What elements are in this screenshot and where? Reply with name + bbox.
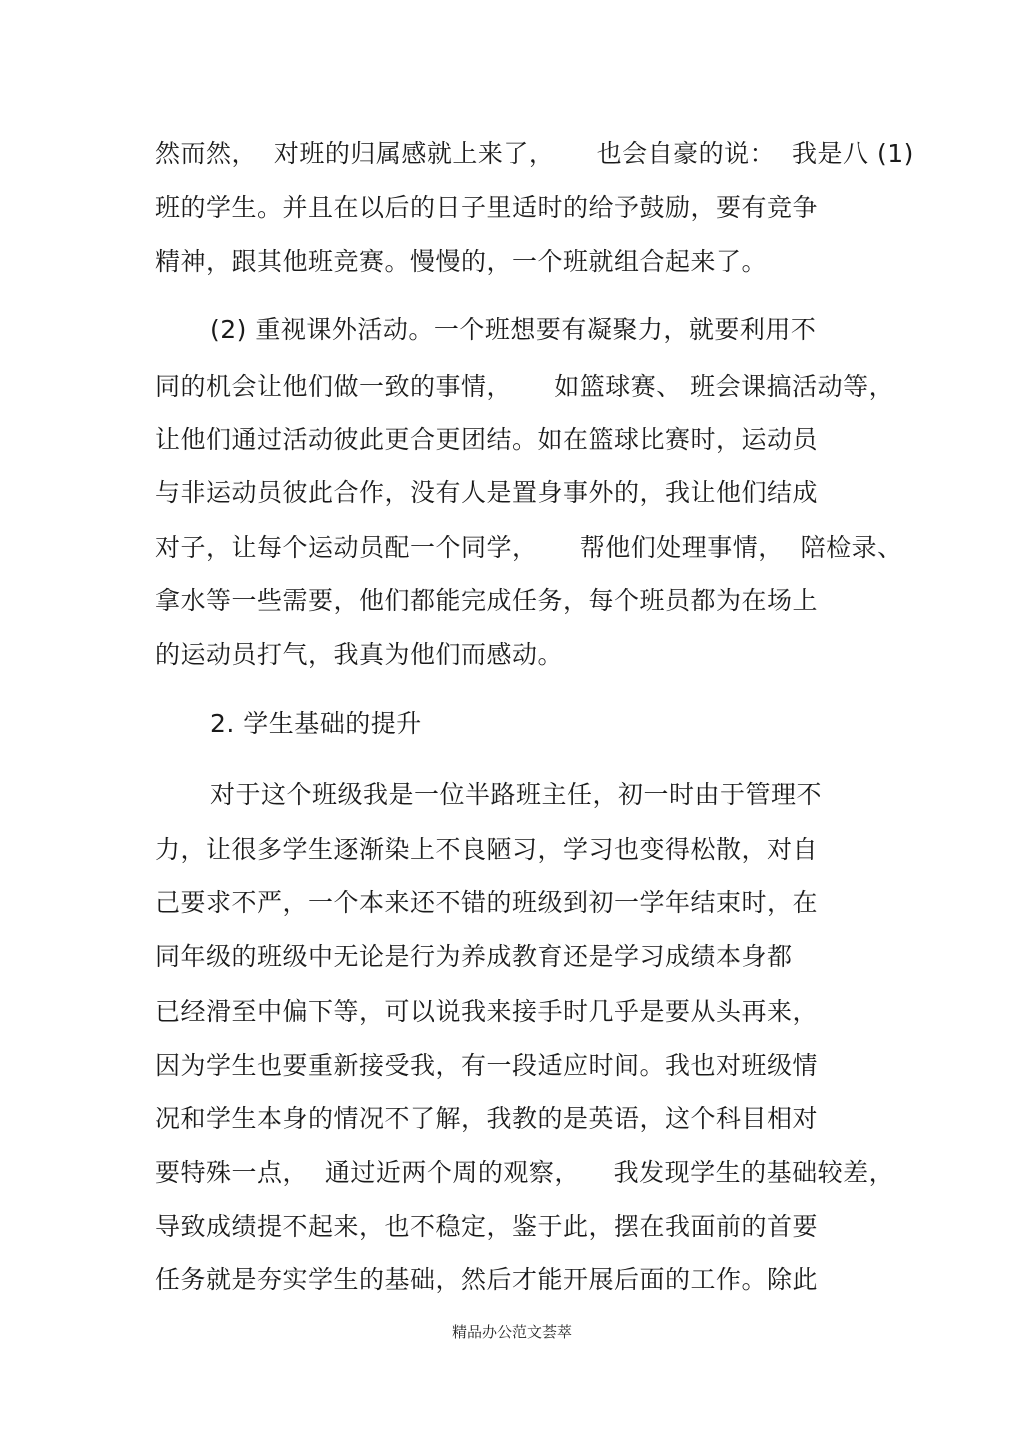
text-line: 导致成绩提不起来，也不稳定，鉴于此，摆在我面前的首要 (155, 1212, 819, 1241)
text-line: 同年级的班级中无论是行为养成教育还是学习成绩本身都 (155, 942, 793, 971)
text-line: 让他们通过活动彼此更合更团结。如在篮球比赛时，运动员 (155, 425, 819, 454)
text-line: 然而然， 对班的归属感就上来了， 也会自豪的说： 我是八 (1) (155, 139, 914, 168)
text-line: 对子，让每个运动员配一个同学， 帮他们处理事情， 陪检录、 (155, 533, 903, 562)
paragraph-heading-line: (2) 重视课外活动。一个班想要有凝聚力，就要利用不 (210, 315, 817, 344)
text-line: 己要求不严，一个本来还不错的班级到初一学年结束时，在 (155, 888, 819, 917)
text-line: 力，让很多学生逐渐染上不良陋习，学习也变得松散，对自 (155, 835, 819, 864)
text-line: 况和学生本身的情况不了解，我教的是英语，这个科目相对 (155, 1104, 819, 1133)
text-line: 要特殊一点， 通过近两个周的观察， 我发现学生的基础较差， (155, 1158, 895, 1187)
text-line: 的运动员打气，我真为他们而感动。 (155, 640, 564, 669)
text-line: 已经滑至中偏下等，可以说我来接手时几乎是要从头再来， (155, 997, 819, 1026)
text-line: 与非运动员彼此合作，没有人是置身事外的，我让他们结成 (155, 478, 819, 507)
text-line: 任务就是夯实学生的基础，然后才能开展后面的工作。除此 (155, 1265, 819, 1294)
page-footer: 精品办公范文荟萃 (451, 1323, 572, 1341)
section-heading: 2. 学生基础的提升 (210, 709, 422, 738)
text-line: 拿水等一些需要，他们都能完成任务，每个班员都为在场上 (155, 586, 819, 615)
text-line: 同的机会让他们做一致的事情， 如篮球赛、 班会课搞活动等， (155, 372, 895, 401)
text-line: 班的学生。并且在以后的日子里适时的给予鼓励，要有竞争 (155, 193, 819, 222)
text-line: 精神，跟其他班竞赛。慢慢的，一个班就组合起来了。 (155, 247, 768, 276)
text-line: 对于这个班级我是一位半路班主任，初一时由于管理不 (210, 780, 823, 809)
text-line: 因为学生也要重新接受我，有一段适应时间。我也对班级情 (155, 1051, 819, 1080)
